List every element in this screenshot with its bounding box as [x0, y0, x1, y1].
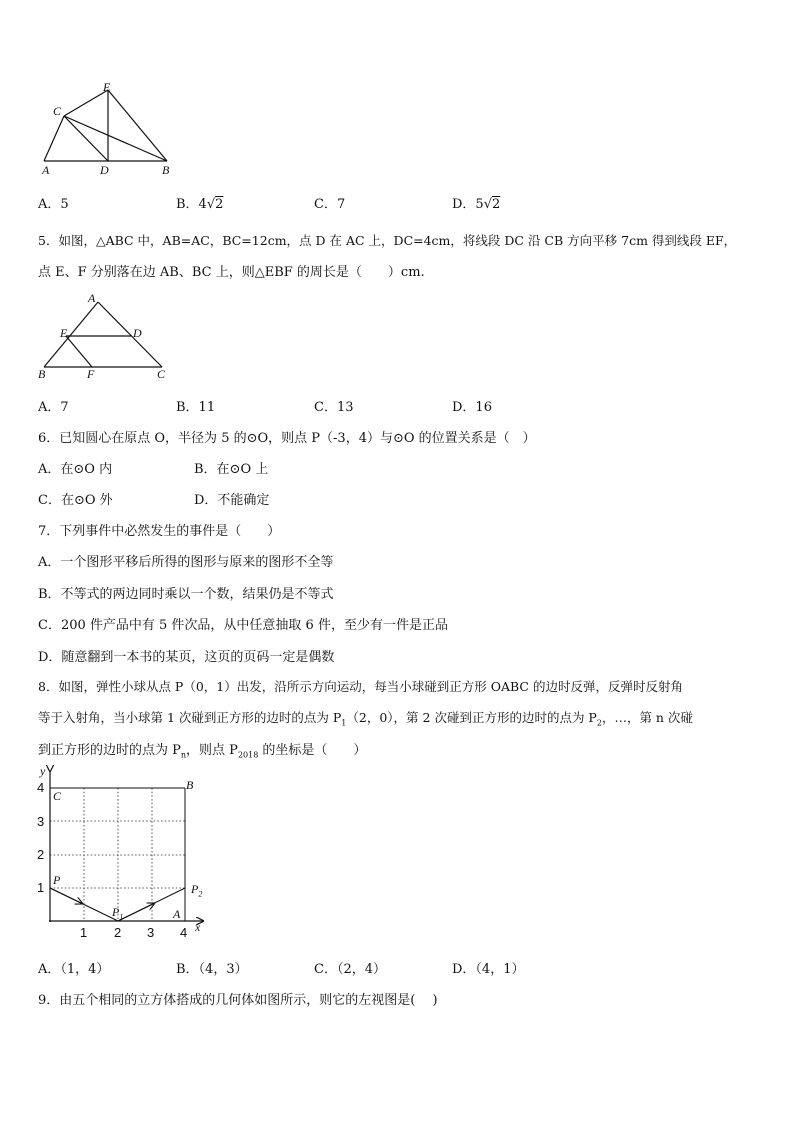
fig2-label-f: F: [87, 367, 95, 381]
q5-option-a[interactable]: A．7: [38, 400, 69, 415]
q4-option-c[interactable]: C．7: [314, 197, 346, 212]
q8-line3-sub2: 2018: [237, 750, 259, 760]
fig3-point-p2-sub: 2: [198, 889, 203, 899]
q5-option-b[interactable]: B．11: [176, 400, 216, 415]
q7-option-a[interactable]: A．一个图形平移后所得的图形与原来的图形不全等: [38, 555, 334, 570]
q8-line2-sub2: 2: [596, 718, 602, 728]
q6-option-b[interactable]: B．在⊙O 上: [194, 462, 269, 477]
fig3-point-p1: [112, 905, 123, 921]
fig1-label-b: B: [162, 163, 170, 177]
q8-option-d[interactable]: D．（4，1）: [452, 962, 525, 977]
q8-line3-a: 到正方形的边时的点为 P: [38, 743, 181, 758]
fig3-y-tick-4: 4: [37, 780, 45, 795]
q6-option-a[interactable]: A．在⊙O 内: [38, 462, 113, 477]
sqrt-symbol: √: [483, 197, 492, 212]
fig3-x-tick-3: 3: [147, 925, 155, 940]
fig2-label-a: A: [88, 291, 96, 305]
fig1-label-e: E: [103, 80, 111, 94]
q9-stem: 9．由五个相同的立方体搭成的几何体如图所示，则它的左视图是( ): [38, 993, 438, 1008]
fig2-label-b: B: [38, 367, 46, 381]
q8-option-a[interactable]: A．（1，4）: [38, 962, 110, 977]
fig3-y-tick-3: 3: [37, 814, 45, 829]
q6-stem: 6．已知圆心在原点 O，半径为 5 的⊙O，则点 P（-3，4）与⊙O 的位置关系是（ ）: [38, 431, 536, 446]
q5-stem-line2: 点 E、F 分别落在边 AB、BC 上，则△EBF 的周长是（ ）cm.: [38, 265, 425, 280]
q5-option-d[interactable]: D．16: [452, 400, 492, 415]
figure-triangle-abc: [36, 290, 171, 382]
q8-stem-line3: [38, 739, 366, 760]
sqrt-symbol: √: [206, 197, 216, 212]
fig3-point-p1-sub: 1: [119, 912, 124, 922]
fig1-label-d: D: [100, 163, 109, 177]
q5-option-c[interactable]: C．13: [314, 400, 354, 415]
fig3-point-p1-letter: P: [112, 905, 120, 919]
q7-stem: 7．下列事件中必然发生的事件是（ ）: [38, 524, 281, 539]
q4-option-b[interactable]: [176, 193, 223, 212]
q4-option-d-text: D．5: [452, 197, 484, 212]
q4-option-b-radicand: 2: [215, 197, 224, 212]
fig1-label-a: A: [42, 163, 50, 177]
q7-option-c[interactable]: C．200 件产品中有 5 件次品，从中任意抽取 6 件，至少有一件是正品: [38, 618, 448, 633]
q8-line2-c: ，…，第 n 次碰: [601, 710, 693, 725]
fig3-y-tick-1: 1: [37, 880, 45, 895]
q7-option-d[interactable]: D．随意翻到一本书的某页，这页的页码一定是偶数: [38, 650, 335, 665]
q6-option-c[interactable]: C．在⊙O 外: [38, 493, 113, 508]
q8-stem-line1: 8．如图，弹性小球从点 P（0，1）出发，沿所示方向运动，每当小球碰到正方形 OABC 的边时反弹，反弹时反射角: [38, 679, 683, 694]
fig1-label-c: C: [53, 104, 62, 118]
fig3-point-p: P: [53, 873, 61, 887]
fig3-x-tick-4: 4: [180, 925, 188, 940]
fig3-point-b: B: [186, 778, 194, 792]
q8-line2-a: 等于入射角，当小球第 1 次碰到正方形的边时的点为 P: [38, 710, 342, 725]
q4-option-d-radicand: 2: [492, 197, 501, 212]
q8-line3-sub1: n: [180, 750, 187, 760]
fig3-y-tick-2: 2: [37, 847, 45, 862]
q4-option-a[interactable]: A．5: [38, 197, 69, 212]
q8-line2-sub1: 1: [341, 718, 347, 728]
fig3-x-tick-2: 2: [114, 925, 122, 940]
fig3-point-p2-letter: P: [191, 882, 199, 896]
q5-stem-line1: 5．如图，△ABC 中，AB=AC，BC=12cm，点 D 在 AC 上，DC=4cm，将线段 DC 沿 CB 方向平移 7cm 得到线段 EF，: [38, 233, 737, 248]
q8-option-c[interactable]: C．（2，4）: [314, 962, 386, 977]
fig3-x-axis-label: x: [195, 920, 201, 934]
q7-option-b[interactable]: B．不等式的两边同时乘以一个数，结果仍是不等式: [38, 587, 334, 602]
fig3-point-a: A: [173, 907, 181, 921]
q8-stem-line2: [38, 708, 693, 728]
fig2-label-d: D: [133, 326, 142, 340]
q8-line2-b: （2，0），第 2 次碰到正方形的边时的点为 P: [346, 710, 597, 725]
q8-line3-c: 的坐标是（ ）: [258, 743, 367, 758]
q8-line3-b: ，则点 P: [186, 743, 238, 758]
q6-option-d[interactable]: D．不能确定: [194, 493, 270, 508]
fig3-point-c: C: [53, 789, 62, 803]
fig3-y-axis-label: y: [40, 764, 46, 778]
q4-option-b-text: B．4: [176, 197, 207, 212]
fig2-label-e: E: [60, 326, 68, 340]
fig3-x-tick-1: 1: [80, 925, 88, 940]
q4-option-d[interactable]: [452, 193, 500, 212]
q8-option-b[interactable]: B．（4，3）: [176, 962, 248, 977]
fig3-point-p2: [191, 882, 202, 898]
fig2-label-c: C: [157, 367, 166, 381]
